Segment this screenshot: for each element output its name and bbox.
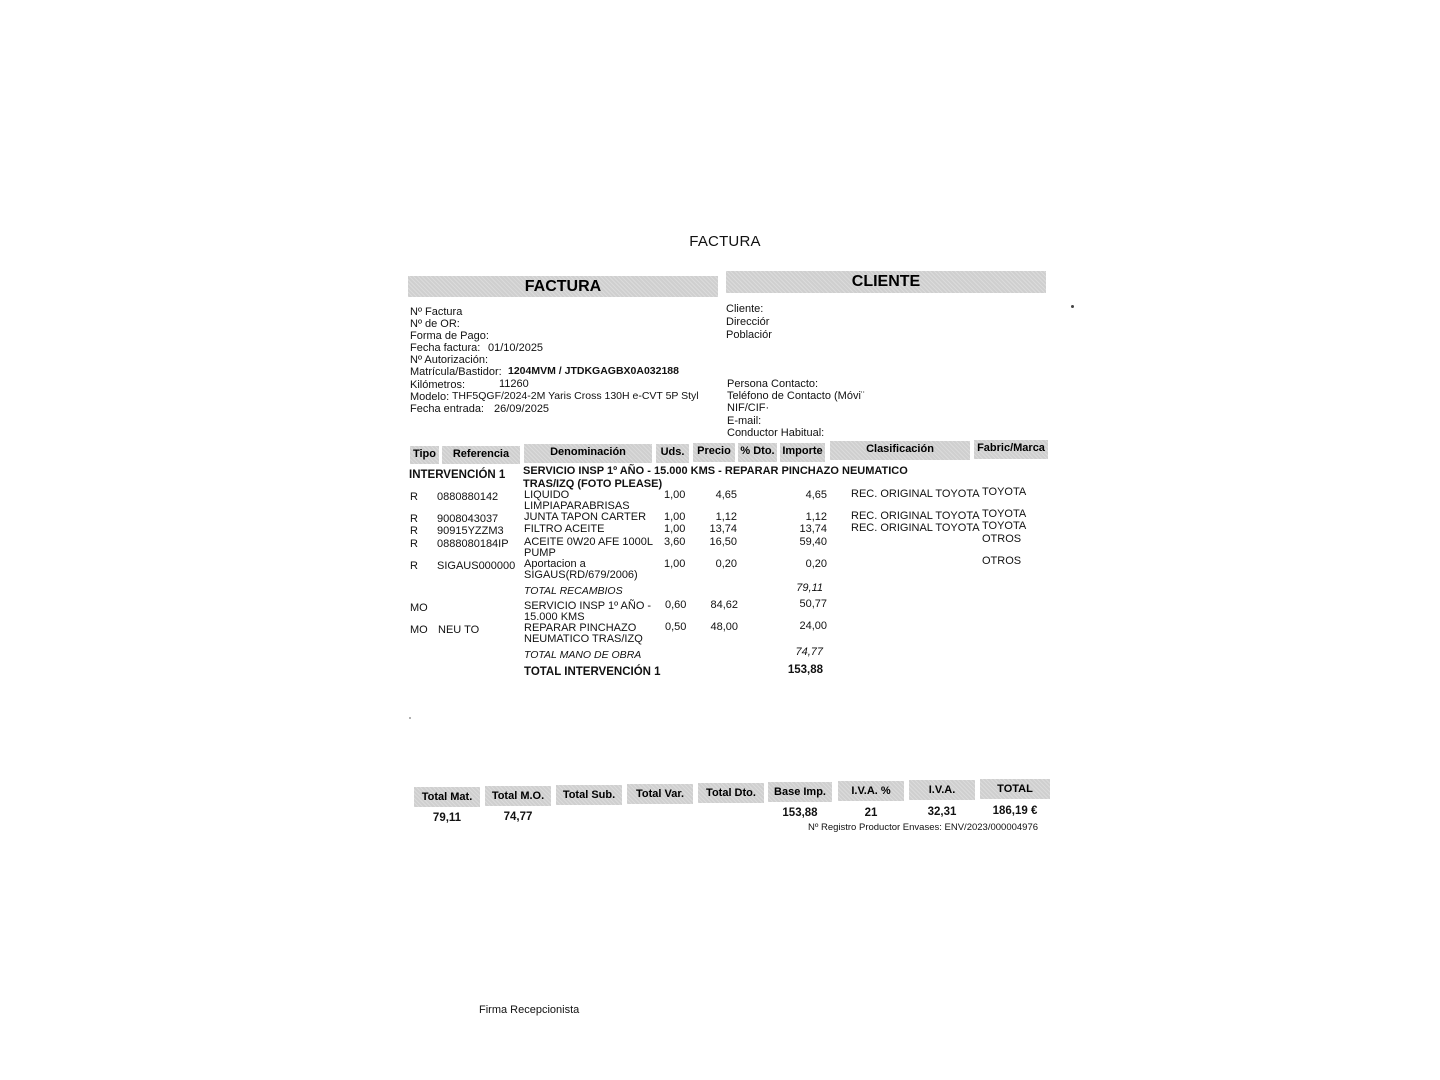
row-clasificacion: REC. ORIGINAL TOYOTA <box>851 488 980 500</box>
col-header-denominacion: Denominación <box>524 444 652 463</box>
total-mano-obra-value: 74,77 <box>795 646 823 658</box>
row-denominacion-line1: SERVICIO INSP 1º AÑO - <box>524 600 652 612</box>
row-precio: 1,12 <box>715 511 737 523</box>
label-direccion: Direcciór <box>726 316 770 328</box>
row-tipo: MO <box>410 602 428 614</box>
row-importe: 24,00 <box>799 620 827 632</box>
total-mano-obra-label: TOTAL MANO DE OBRA <box>524 649 642 661</box>
row-fabric-marca: OTROS <box>982 555 1022 567</box>
label-numero-or: Nº de OR: <box>410 318 460 330</box>
summary-header: Base Imp. <box>768 782 832 802</box>
row-referencia: 90915YZZM3 <box>437 525 504 537</box>
intervention-label: INTERVENCIÓN 1 <box>409 469 506 481</box>
row-tipo: R <box>410 560 418 572</box>
row-denominacion-line1: FILTRO ACEITE <box>524 523 605 535</box>
total-recambios-value: 79,11 <box>796 582 823 594</box>
row-importe: 4,65 <box>805 489 827 501</box>
row-denominacion-line1: Aportacion a <box>524 558 586 570</box>
value-fecha-factura: 01/10/2025 <box>488 342 544 354</box>
summary-header: Total M.O. <box>485 786 551 806</box>
label-poblacion: Poblaciór <box>726 329 772 341</box>
row-importe: 50,77 <box>799 598 827 610</box>
label-modelo: Modelo: <box>410 391 450 403</box>
row-denominacion-line1: REPARAR PINCHAZO <box>524 622 637 634</box>
row-referencia: 0880880142 <box>437 491 499 503</box>
row-clasificacion: REC. ORIGINAL TOYOTA <box>851 522 980 534</box>
row-precio: 13,74 <box>709 523 737 535</box>
summary-value: 186,19 € <box>992 805 1038 817</box>
row-precio: 0,20 <box>715 558 737 570</box>
label-persona-contacto: Persona Contacto: <box>727 378 819 390</box>
row-fabric-marca: TOYOTA <box>982 520 1027 532</box>
summary-header: TOTAL <box>980 779 1050 799</box>
row-denominacion-line2: 15.000 KMS <box>524 611 585 623</box>
label-numero-factura: Nº Factura <box>410 306 463 318</box>
label-conductor: Conductor Habitual: <box>727 427 825 439</box>
summary-header: Total Var. <box>627 784 693 804</box>
summary-header: Total Dto. <box>698 783 764 803</box>
speck-mark <box>409 717 411 719</box>
label-telefono: Teléfono de Contacto (Móvi¨ <box>727 390 865 402</box>
row-denominacion-line1: LIQUIDO <box>524 489 570 501</box>
total-intervencion-label: TOTAL INTERVENCIÓN 1 <box>524 666 661 678</box>
col-header-uds: Uds. <box>656 444 689 463</box>
row-importe: 13,74 <box>799 523 827 535</box>
row-uds: 1,00 <box>664 558 686 570</box>
row-importe: 59,40 <box>799 536 827 548</box>
label-nif: NIF/CIF· <box>727 402 770 414</box>
row-uds: 1,00 <box>664 489 686 501</box>
intervention-description-line2: TRAS/IZQ (FOTO PLEASE) <box>523 478 663 490</box>
row-referencia: 0888080184IP <box>437 538 509 550</box>
row-fabric-marca: OTROS <box>982 533 1022 545</box>
row-tipo: R <box>410 491 418 503</box>
row-precio: 4,65 <box>715 489 737 501</box>
col-header-dto: % Dto. <box>738 443 777 462</box>
label-forma-pago: Forma de Pago: <box>410 330 489 342</box>
row-tipo: R <box>410 538 418 550</box>
label-email: E-mail: <box>727 415 762 427</box>
summary-value: 79,11 <box>432 812 462 824</box>
value-matricula: 1204MVM / JTDKGAGBX0A032188 <box>508 365 679 377</box>
row-denominacion-line2: PUMP <box>524 547 556 559</box>
row-uds: 1,00 <box>664 523 686 535</box>
summary-header: Total Mat. <box>414 787 480 807</box>
label-fecha-factura: Fecha factura: <box>410 342 481 354</box>
label-fecha-entrada: Fecha entrada: <box>410 403 484 415</box>
summary-header: I.V.A. % <box>838 781 904 801</box>
intervention-description-line1: SERVICIO INSP 1º AÑO - 15.000 KMS - REPARAR PINCHAZO NEUMATICO <box>523 465 908 477</box>
row-denominacion-line2: SIGAUS(RD/679/2006) <box>524 569 638 581</box>
invoice-section-header: FACTURA <box>408 276 718 297</box>
row-importe: 1,12 <box>805 511 827 523</box>
row-referencia: SIGAUS000000 <box>437 560 516 572</box>
row-uds: 0,60 <box>665 599 687 611</box>
row-tipo: R <box>410 513 418 525</box>
col-header-tipo: Tipo <box>410 446 439 464</box>
row-tipo: MO <box>410 624 428 636</box>
label-matricula: Matrícula/Bastidor: <box>410 366 502 378</box>
label-cliente: Cliente: <box>726 303 764 315</box>
row-precio: 48,00 <box>710 621 738 633</box>
summary-value: 21 <box>864 807 878 819</box>
row-referencia: NEU TO <box>438 624 480 636</box>
row-fabric-marca: TOYOTA <box>982 508 1027 520</box>
summary-header: I.V.A. <box>909 780 975 800</box>
summary-value: 74,77 <box>503 811 533 823</box>
col-header-referencia: Referencia <box>442 446 520 464</box>
registro-productor: Nº Registro Productor Envases: ENV/2023/000004976 <box>808 822 1039 833</box>
summary-value: 153,88 <box>782 807 818 819</box>
row-tipo: R <box>410 525 418 537</box>
label-kilometros: Kilómetros: <box>410 379 466 391</box>
row-precio: 16,50 <box>709 536 737 548</box>
row-precio: 84,62 <box>710 599 738 611</box>
row-denominacion-line2: LIMPIAPARABRISAS <box>524 500 630 512</box>
page-title: FACTURA <box>689 233 761 250</box>
total-recambios-label: TOTAL RECAMBIOS <box>524 585 623 597</box>
signature-label: Firma Recepcionista <box>479 1004 580 1016</box>
value-modelo: THF5QGF/2024-2M Yaris Cross 130H e-CVT 5P Styl <box>452 390 699 402</box>
row-denominacion-line1: ACEITE 0W20 AFE 1000L <box>524 536 654 548</box>
client-section-header: CLIENTE <box>726 271 1046 293</box>
row-uds: 1,00 <box>664 511 686 523</box>
value-fecha-entrada: 26/09/2025 <box>494 403 550 415</box>
row-clasificacion: REC. ORIGINAL TOYOTA <box>851 510 980 522</box>
row-uds: 3,60 <box>664 536 686 548</box>
col-header-importe: Importe <box>780 443 825 462</box>
row-denominacion-line1: JUNTA TAPON CARTER <box>524 511 647 523</box>
summary-value: 32,31 <box>927 806 957 818</box>
row-fabric-marca: TOYOTA <box>982 486 1027 498</box>
row-denominacion-line2: NEUMATICO TRAS/IZQ <box>524 633 643 645</box>
summary-header: Total Sub. <box>556 785 622 805</box>
col-header-precio: Precio <box>693 443 735 462</box>
speck-mark <box>1071 305 1074 308</box>
total-intervencion-value: 153,88 <box>787 664 823 676</box>
col-header-clasificacion: Clasificación <box>830 441 970 460</box>
label-autorizacion: Nº Autorización: <box>410 354 488 366</box>
row-referencia: 9008043037 <box>437 513 499 525</box>
row-uds: 0,50 <box>665 621 687 633</box>
row-importe: 0,20 <box>805 558 827 570</box>
value-kilometros: 11260 <box>499 378 529 390</box>
col-header-fabric-marca: Fabric/Marca <box>974 440 1048 459</box>
